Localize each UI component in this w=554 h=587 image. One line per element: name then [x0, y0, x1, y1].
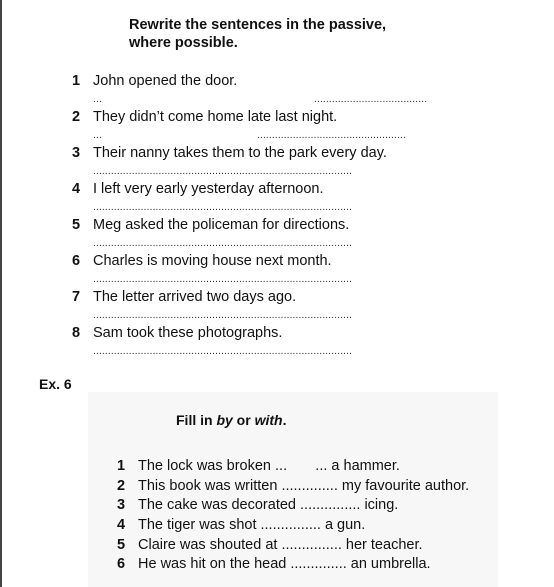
fill-number: 1 — [117, 458, 126, 474]
exercise-label: Ex. 6 — [39, 376, 72, 392]
fill-number: 4 — [117, 517, 126, 533]
answer-line: .................................................. — [257, 130, 406, 141]
question-number: 4 — [72, 181, 81, 197]
fill-sentence: He was hit on the head .............. an umbrella. — [138, 556, 431, 572]
fill-number: 5 — [117, 537, 126, 553]
question-sentence: I left very early yesterday afternoon. — [93, 181, 324, 197]
question-sentence: Their nanny takes them to the park every day. — [93, 145, 387, 161]
heading-word-with: with — [254, 412, 283, 428]
answer-line: ....................................................................................... — [93, 166, 353, 177]
question-sentence: Sam took these photographs. — [93, 325, 283, 341]
fill-item — [117, 478, 469, 494]
page-edge-line — [0, 0, 2, 587]
fill-sentence: Claire was shouted at ............... her teacher. — [138, 537, 423, 553]
question-number: 8 — [72, 325, 81, 341]
fill-number: 6 — [117, 556, 126, 572]
fill-sentence: The cake was decorated ............... icing. — [138, 497, 399, 513]
heading-or: or — [232, 412, 255, 428]
fill-sentence: The tiger was shot ............... a gun. — [138, 517, 366, 533]
question-sentence: Meg asked the policeman for directions. — [93, 217, 350, 233]
answer-lead: ... — [93, 94, 102, 105]
fill-item — [117, 556, 431, 572]
heading-suffix: . — [282, 412, 287, 428]
question-sentence: John opened the door. — [93, 73, 238, 89]
question-sentence: Charles is moving house next month. — [93, 253, 332, 269]
answer-lead: ... — [93, 130, 102, 141]
answer-line: ....................................................................................... — [93, 202, 353, 213]
question-number: 7 — [72, 289, 81, 305]
fill-in-heading — [176, 412, 286, 428]
question-number: 3 — [72, 145, 81, 161]
heading-word-by: by — [216, 412, 233, 428]
question-number: 6 — [72, 253, 81, 269]
question-number: 2 — [72, 109, 81, 125]
fill-sentence: The lock was broken ... ... a hammer. — [138, 458, 400, 474]
question-sentence: The letter arrived two days ago. — [93, 289, 297, 305]
answer-line: ....................................................................................... — [93, 346, 353, 357]
heading-line-2: where possible. — [129, 35, 238, 51]
fill-item — [117, 458, 400, 474]
fill-item — [117, 517, 365, 533]
exercise-heading — [129, 16, 386, 52]
question-sentence: They didn’t come home late last night. — [93, 109, 338, 125]
answer-line: ....................................................................................... — [93, 310, 353, 321]
fill-number: 2 — [117, 478, 126, 494]
fill-item — [117, 497, 398, 513]
fill-item — [117, 537, 423, 553]
answer-line: ...................................... — [314, 94, 428, 105]
answer-line: ....................................................................................... — [93, 274, 353, 285]
question-number: 1 — [72, 73, 81, 89]
fill-sentence: This book was written .............. my favourite author. — [138, 478, 470, 494]
answer-line: ....................................................................................... — [93, 238, 353, 249]
fill-number: 3 — [117, 497, 126, 513]
question-number: 5 — [72, 217, 81, 233]
heading-line-1: Rewrite the sentences in the passive, — [129, 17, 387, 33]
heading-prefix: Fill in — [176, 412, 217, 428]
